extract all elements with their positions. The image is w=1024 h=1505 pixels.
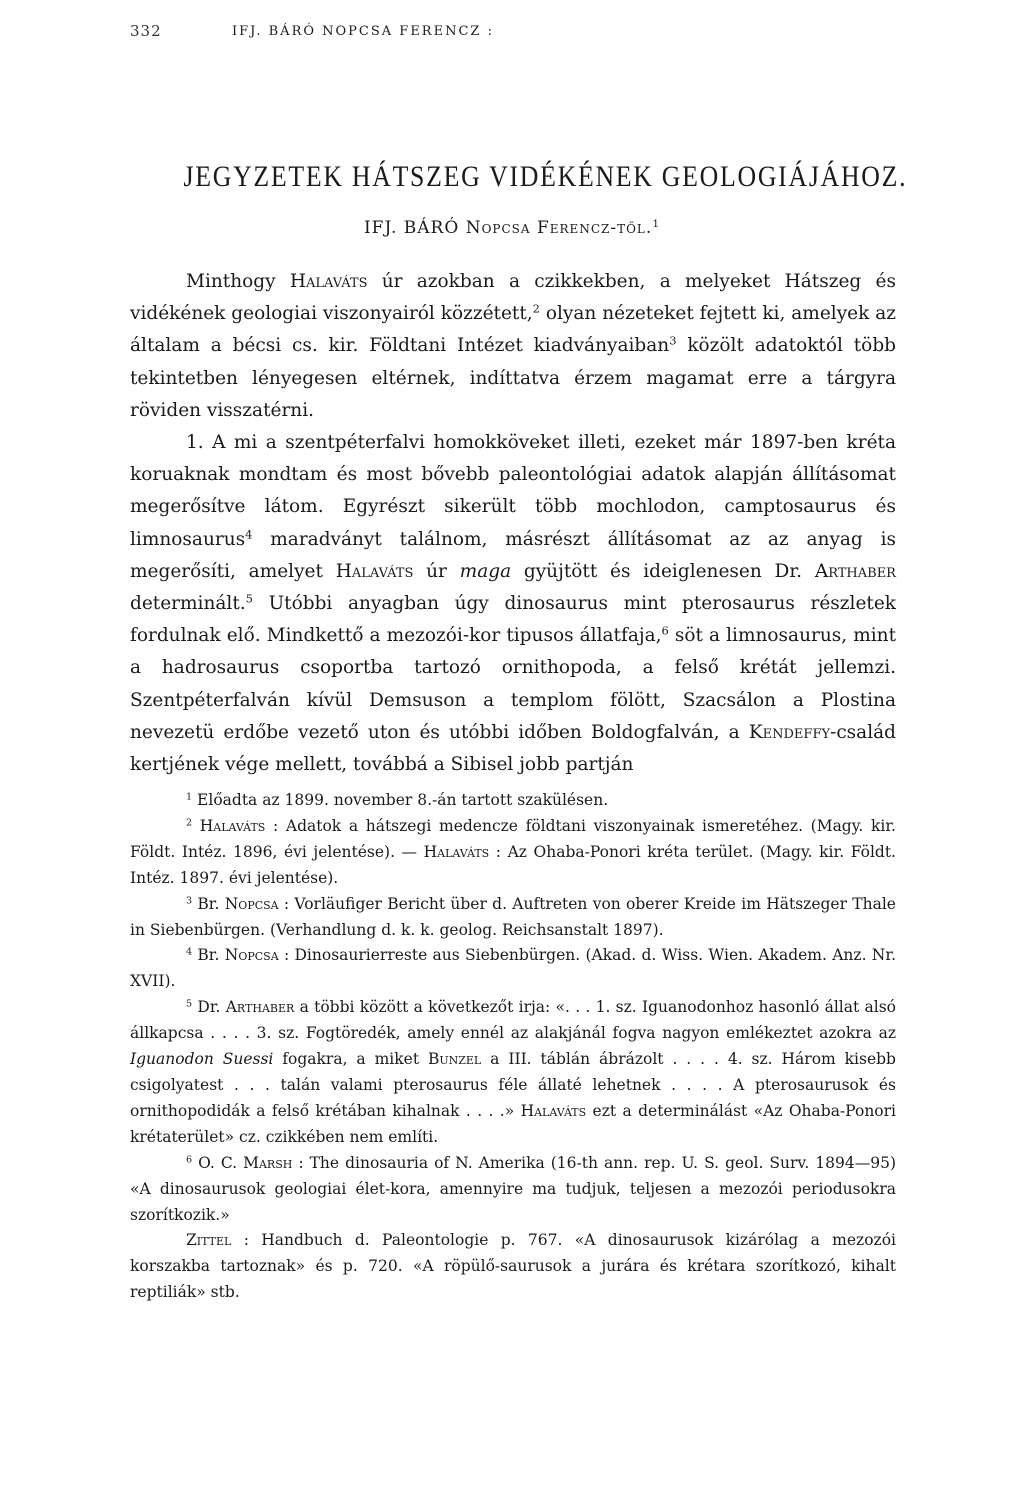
- emphasis-maga: maga: [459, 560, 512, 582]
- article-author: [130, 218, 894, 238]
- footnote-1: $^1$ Előadta az 1899. november 8.-án tartott szakülésen.: [186, 791, 609, 809]
- paragraph-section-1: 1. A mi a szentpéterfalvi homokköveket illeti, ezeket már 1897-ben kréta koruaknak mondtam és most bővebb paleontológiai adatok alapján állításomat megerősítve látom. Egyrészt sikerült több mochlodon, camptosaurus és limnosaurus$^4$ maradványt találnom, másrészt állításomat az az anyag is megerősíti, amelyet Halaváts úr maga gyüjtött és ideiglenesen Dr. Arthaber determinált.$^5$ Utóbbi anyagban úgy dinosaurus mint pterosaurus részletek fordulnak elő. Mindkettő a mezozói-kor tipusos állatfaja,$^6$ söt a limnosaurus, mint a hadrosaurus csoportba tartozó ornithopoda, a felső krétát jellemzi. Szentpéterfalván kívül Demsuson a templom fölött, Szacsálon a Plostina nevezetü erdőbe vezető uton és utóbbi időben Boldogfalván, a Kendeffy-család kertjének vége mellett, továbbá a Sibisel jobb partján: [130, 432, 896, 776]
- name-kendeffy: Kendeffy: [748, 721, 831, 743]
- name-halavats: Halaváts: [289, 271, 368, 292]
- author-name: Nopcsa Ferencz: [465, 218, 611, 238]
- page-number: 332: [130, 22, 162, 40]
- running-title: IFJ. BÁRÓ NOPCSA FERENCZ :: [232, 24, 494, 39]
- author-suffix: -től.: [610, 218, 653, 238]
- footnote-4: $^4$ Br. Nopcsa : Dinosaurierreste aus Siebenbürgen. (Akad. d. Wiss. Wien. Akadem. Anz. Nr. XVII).: [130, 946, 896, 991]
- footnote-ref: 3: [669, 334, 677, 349]
- paragraph-intro: Minthogy Halaváts úr azokban a czikkekben, a melyeket Hátszeg és vidékének geologiai viszonyairól közzétett,$^2$ olyan nézeteket fejtett ki, amelyek az általam a bécsi cs. kir. Földtani Intézet kiadványaiban$^3$ közölt adatoktól több tekintetben lényegesen eltérnek, indíttatva érzem magamat erre a tárgyra röviden visszatérni.: [130, 271, 897, 421]
- article-title: JEGYZETEK HÁTSZEG VIDÉKÉNEK GEOLOGIÁJÁHOZ.: [183, 160, 908, 193]
- footnote-ref: 5: [245, 591, 253, 606]
- footnote-5: $^5$ Dr. Arthaber a többi között a következőt irja: «. . . 1. sz. Iguanodonhoz hasonló állat alsó állkapcsa . . . . 3. sz. Fogtöredék, amely ennél az alakjánál fogva nagyon emlékeztet azokra az Iguanodon Suessi fogakra, a miket Bunzel a III. táblán ábrázolt . . . . 4. sz. Három kisebb csigolyatest . . . talán valami pterosaurus féle állaté lehetnek . . . . A pterosaurusok és ornithopodidák a felső krétában kihalnak . . . .» Halaváts ezt a determinálást «Az Ohaba-Ponori krétaterület» cz. czikkében nem említi.: [130, 998, 896, 1146]
- footnote-6-continued: Zittel : Handbuch d. Paleontologie p. 767. «A dinosaurusok kizárólag a mezozói korszakba tartoznak» és p. 720. «A röpülő-saurusok a jurára és krétara szorítkozó, kihalt reptiliák» stb.: [130, 1231, 896, 1302]
- footnotes: [130, 788, 896, 1306]
- footnote-ref: 4: [245, 527, 253, 542]
- footnote-3: $^3$ Br. Nopcsa : Vorläufiger Bericht über d. Auftreten von oberer Kreide im Hätszeger Thale in Siebenbürgen. (Verhandlung d. k. k. geolog. Reichsanstalt 1897).: [130, 894, 896, 939]
- name-halavats: Halaváts: [335, 560, 414, 582]
- footnote-ref: 2: [532, 301, 540, 316]
- author-prefix: IFJ. BÁRÓ: [363, 218, 460, 238]
- footnote-ref: 1: [652, 218, 661, 231]
- footnote-ref: 6: [661, 623, 669, 638]
- footnote-2: $^2$ Halaváts : Adatok a hátszegi medencze földtani viszonyainak ismeretéhez. (Magy. kir. Földt. Intéz. 1896, évi jelentése). — Halaváts : Az Ohaba-Ponori kréta terület. (Magy. kir. Földt. Intéz. 1897. évi jelentése).: [130, 816, 896, 887]
- body-text: [130, 266, 896, 781]
- footnote-6: $^6$ O. C. Marsh : The dinosauria of N. Amerika (16-th ann. rep. U. S. geol. Surv. 1894—95) «A dinosaurusok geologiai élet-kora, amennyire ma tudjuk, teljesen a mezozói periodusokra szorítkozik.»: [130, 1153, 896, 1224]
- name-arthaber: Arthaber: [814, 560, 896, 582]
- running-head: [130, 22, 894, 46]
